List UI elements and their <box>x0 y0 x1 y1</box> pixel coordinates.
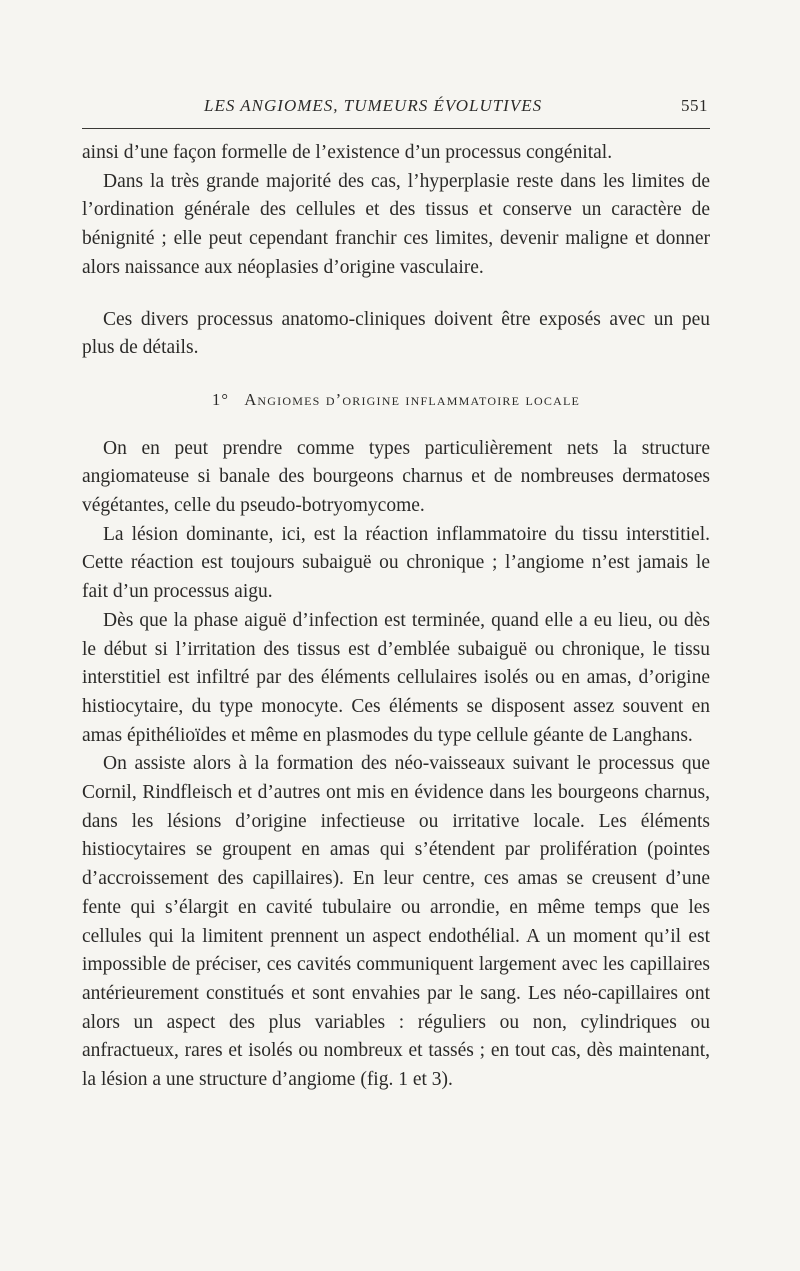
paragraph: La lésion dominante, ici, est la réaction inflammatoire du tissu interstitiel. Cette réaction est toujours subaiguë ou chronique ; l’angiome n’est jamais le fait d’un processus aigu. <box>82 523 710 603</box>
paragraph: On assiste alors à la formation des néo-vaisseaux suivant le processus que Cornil, Rindfleisch et d’autres ont mis en évidence dans les bourgeons charnus, dans les lésions d’origine infectieuse ou irritative locale. Les éléments histiocytaires se groupent en amas qui s’étendent par prolifération (pointes d’accroissement des capillaires). En leur centre, ces amas se creusent d’une fente qui s’élargit en cavité tubulaire ou arrondie, en même temps que les cellules qui la limitent prennent un aspect endothélial. A un moment qu’il est impossible de préciser, ces cavités communiquent largement avec les capillaires antérieurement constitués et sont envahies par le sang. Les néo-capillaires ont alors un aspect des plus variables : réguliers ou non, cylindriques ou anfractueux, rares et isolés ou nombreux et tassés ; en tout cas, dès maintenant, la lésion a une structure d’angiome (fig. 1 et 3). <box>82 753 710 1091</box>
page-number: 551 <box>681 96 708 115</box>
header-rule <box>82 128 710 129</box>
section-number: 1° <box>211 389 230 409</box>
section-heading <box>82 386 710 415</box>
paragraph: On en peut prendre comme types particulièrement nets la structure angiomateuse si banale des bourgeons charnus et de nombreuses dermatoses végétantes, celle du pseudo-botryomycome. <box>82 437 710 517</box>
paragraph: Ces divers processus anatomo-cliniques doivent être exposés avec un peu plus de détails. <box>82 308 710 359</box>
body-text <box>82 139 710 1095</box>
section-title: Angiomes d’origine inflammatoire locale <box>244 389 580 409</box>
page-header <box>82 92 710 122</box>
paragraph: Dans la très grande majorité des cas, l’hyperplasie reste dans les limites de l’ordination générale des cellules et des tissus et conserve un caractère de bénignité ; elle peut cependant franchir ces limites, devenir maligne et donner alors naissance aux néoplasies d’origine vasculaire. <box>82 170 710 278</box>
running-title: LES ANGIOMES, TUMEURS ÉVOLUTIVES <box>204 96 543 115</box>
paragraph: ainsi d’une façon formelle de l’existence d’un processus congénital. <box>82 142 613 163</box>
paragraph: Dès que la phase aiguë d’infection est terminée, quand elle a eu lieu, ou dès le début si l’irritation des tissus est d’emblée subaiguë ou chronique, le tissu interstitiel est infiltré par des éléments cellulaires isolés ou en amas, d’origine histiocytaire, du type monocyte. Ces éléments se disposent assez souvent en amas épithélioïdes et même en plasmodes du type cellule géante de Langhans. <box>82 609 710 746</box>
